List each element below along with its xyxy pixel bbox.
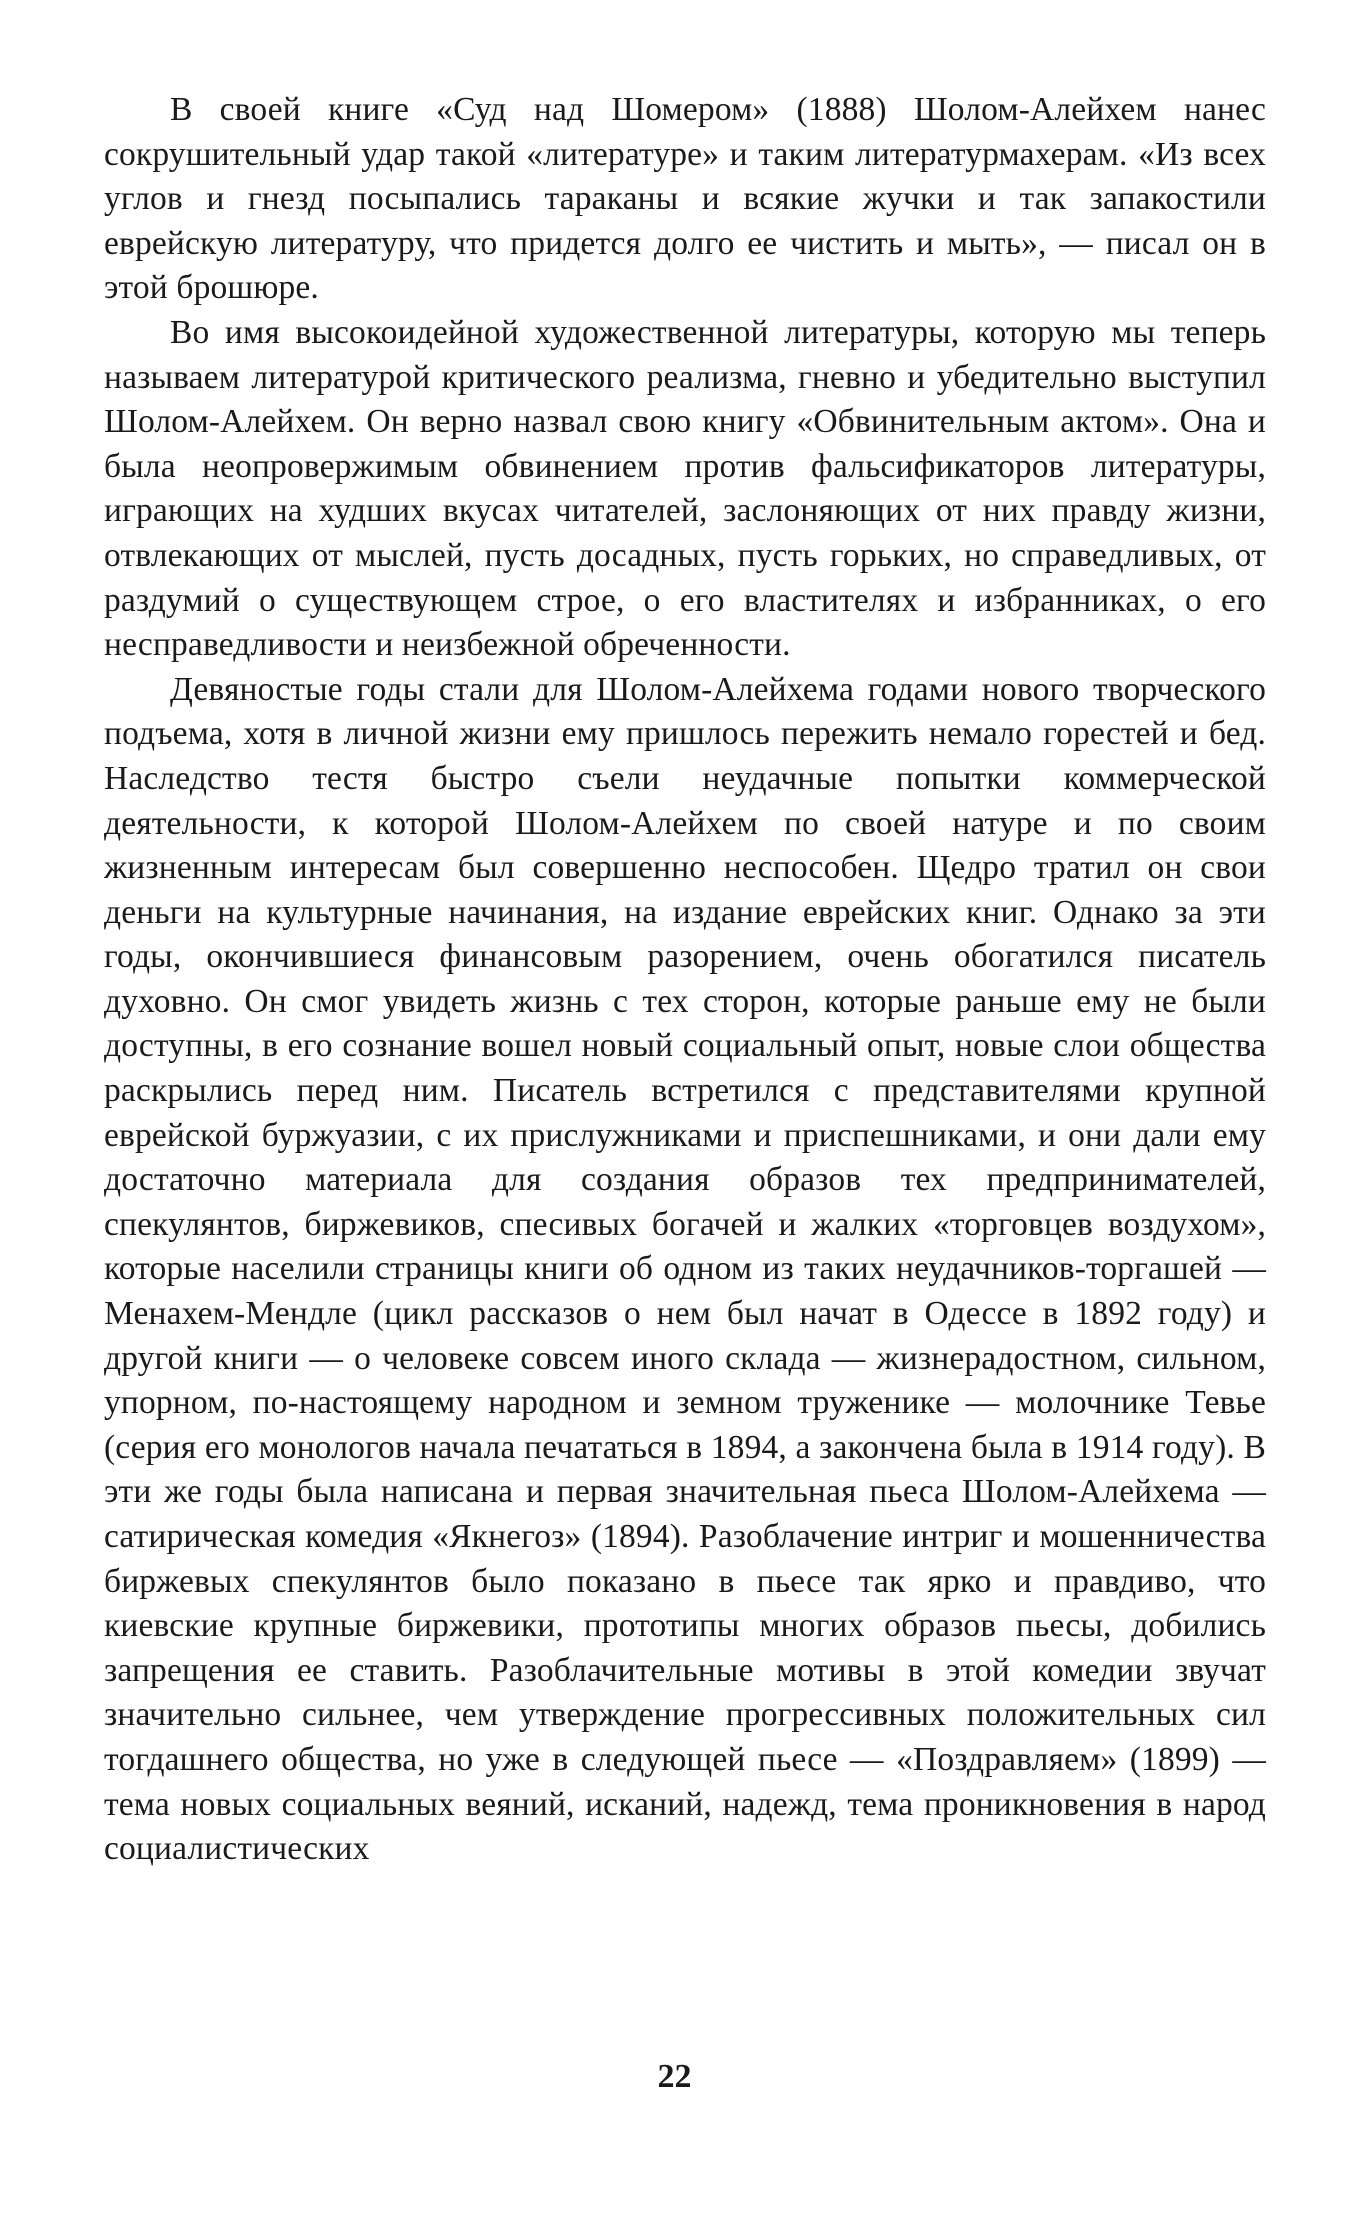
- paragraph-3: Девяностые годы стали для Шолом-Алейхема годами нового творческого подъема, хотя в личной жизни ему пришлось пережить немало горестей и бед. Наследство тестя быстро съели неудачные попытки коммерческой деятельности, к которой Шолом-Алейхем по своей натуре и по своим жизненным интересам был совершенно неспособен. Щедро тратил он свои деньги на культурные начинания, на издание еврейских книг. Однако за эти годы, окончившиеся финансовым разорением, очень обогатился писатель духовно. Он смог увидеть жизнь с тех сторон, которые раньше ему не были доступны, в его сознание вошел новый социальный опыт, новые слои общества раскрылись перед ним. Писатель встретился с представителями крупной еврейской буржуазии, с их прислужниками и приспешниками, и они дали ему достаточно материала для создания образов тех предпринимателей, спекулянтов, биржевиков, спесивых богачей и жалких «торговцев воздухом», которые населили страницы книги об одном из таких неудачников-торгашей — Менахем-Мендле (цикл рассказов о нем был начат в Одессе в 1892 году) и другой книги — о человеке совсем иного склада — жизнерадостном, сильном, упорном, по-настоящему народном и земном труженике — молочнике Тевье (серия его монологов начала печататься в 1894, а закончена была в 1914 году). В эти же годы была написана и первая значительная пьеса Шолом-Алейхема — сатирическая комедия «Якнегоз» (1894). Разоблачение интриг и мошенничества биржевых спекулянтов было показано в пьесе так ярко и правдиво, что киевские крупные биржевики, прототипы многих образов пьесы, добились запрещения ее ставить. Разоблачительные мотивы в этой комедии звучат значительно сильнее, чем утверждение прогрессивных положительных сил тогдашнего общества, но уже в следующей пьесе — «Поздравляем» (1899) — тема новых социальных веяний, исканий, надежд, тема проникновения в народ социалистических: [104, 670, 1266, 1868]
- paragraph-2: Во имя высокоидейной художественной литературы, которую мы теперь называем литературой критического реализма, гневно и убедительно выступил Шолом-Алейхем. Он верно назвал свою книгу «Обвинительным актом». Она и была неопровержимым обвинением против фальсификаторов литературы, играющих на худших вкусах читателей, заслоняющих от них правду жизни, отвлекающих от мыслей, пусть досадных, пусть горьких, но справедливых, от раздумий о существующем строе, о его властителях и избранниках, о его несправедливости и неизбежной обреченности.: [104, 313, 1266, 664]
- page-number: 22: [657, 2058, 692, 2095]
- page-body: [104, 88, 1266, 1872]
- paragraph-1: В своей книге «Суд над Шомером» (1888) Шолом-Алейхем нанес сокрушительный удар такой «литературе» и таким литературмахерам. «Из всех углов и гнезд посыпались тараканы и всякие жучки и так запакостили еврейскую литературу, что придется долго ее чистить и мыть», — писал он в этой брошюре.: [104, 91, 1266, 307]
